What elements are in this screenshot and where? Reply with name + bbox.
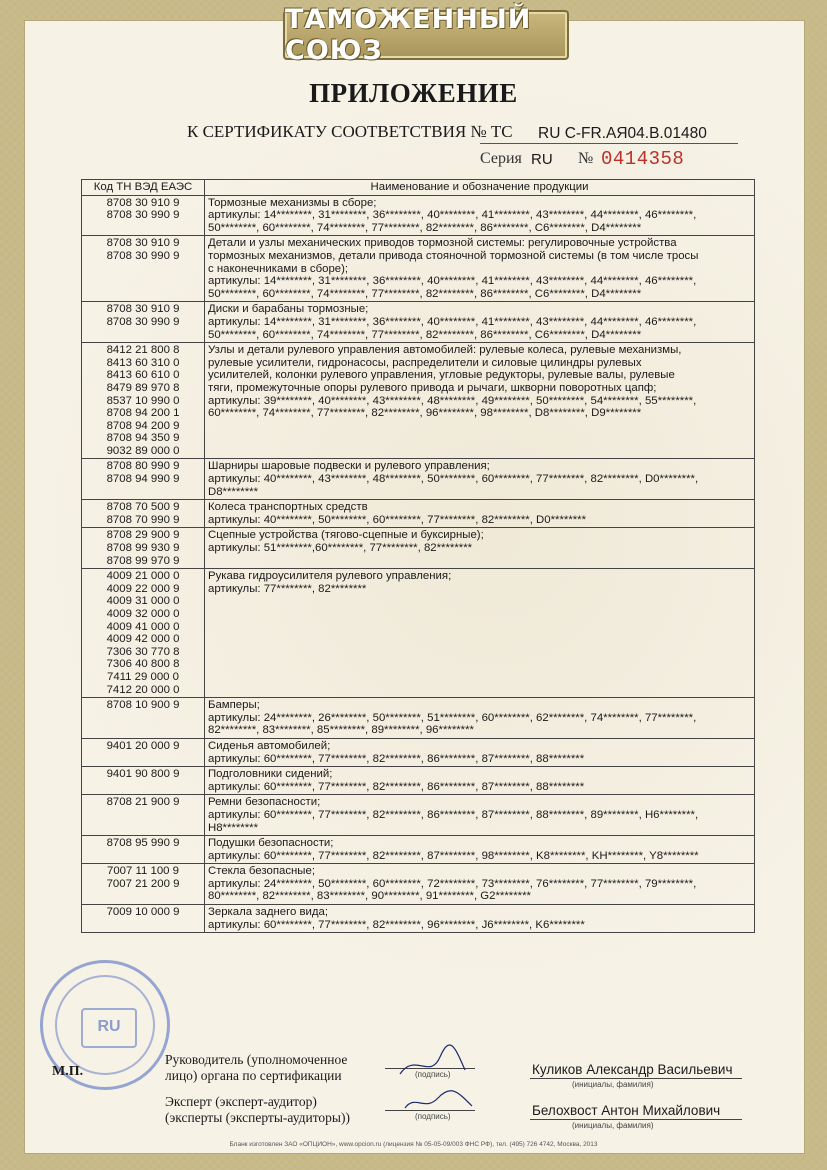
hs-code: 9401 90 800 9	[106, 768, 180, 781]
product-description-cell	[205, 500, 755, 528]
hs-code: 7306 30 770 8	[106, 645, 180, 658]
product-description-cell	[205, 302, 755, 343]
product-line: Ремни безопасности;	[208, 796, 321, 809]
hs-code-cell	[82, 795, 205, 836]
hs-code-cell	[82, 236, 205, 302]
product-line: 50********, 60********, 74********, 77********, 82********, 86********, C6********, D4********	[208, 287, 642, 300]
hs-code: 8708 94 200 9	[106, 419, 180, 432]
products-table	[81, 179, 755, 933]
column-header-code: Код ТН ВЭД ЕАЭС	[82, 180, 205, 196]
product-line: артикулы: 60********, 77********, 82********, 86********, 87********, 88********	[208, 780, 585, 793]
table-row	[82, 459, 755, 500]
product-description-cell	[205, 343, 755, 459]
expert-name: Белохвост Антон Михайлович	[532, 1103, 721, 1118]
hs-code: 8412 21 800 8	[106, 344, 180, 357]
products-table-body	[82, 195, 755, 933]
table-row	[82, 343, 755, 459]
product-description-cell	[205, 459, 755, 500]
hs-code: 4009 22 000 9	[106, 582, 180, 595]
product-line: артикулы: 14********, 31********, 36********, 40********, 41********, 43********, 44********, 46********,	[208, 315, 697, 328]
hs-code: 8708 30 910 9	[106, 303, 180, 316]
product-line: артикулы: 77********, 82********	[208, 582, 367, 595]
product-line: Диски и барабаны тормозные;	[208, 303, 369, 316]
product-line: 82********, 83********, 85********, 89********, 96********	[208, 724, 474, 737]
product-line: артикулы: 40********, 43********, 48********, 50********, 60********, 77********, 82********, D0********,	[208, 473, 699, 486]
hs-code-cell	[82, 302, 205, 343]
table-row	[82, 836, 755, 864]
product-line: артикулы: 60********, 77********, 82********, 87********, 98********, K8********, KH********, Y8********	[208, 849, 699, 862]
product-line: артикулы: 39********, 40********, 43********, 48********, 49********, 50********, 54********, 55********,	[208, 394, 697, 407]
table-row	[82, 236, 755, 302]
product-description-cell	[205, 905, 755, 933]
hs-code: 9032 89 000 0	[106, 444, 180, 457]
product-line: тормозных механизмов, детали привода стояночной тормозной системы (в том числе тросы	[208, 249, 699, 262]
hs-code: 4009 32 000 0	[106, 608, 180, 620]
hs-code: 7412 20 000 0	[106, 683, 180, 696]
product-description-cell	[205, 528, 755, 569]
expert-name-line	[530, 1119, 742, 1120]
product-description-cell	[205, 864, 755, 905]
hs-code-cell	[82, 195, 205, 236]
hs-code: 8708 30 910 9	[106, 237, 180, 250]
product-description-cell	[205, 236, 755, 302]
hs-code: 8708 70 990 9	[106, 513, 180, 526]
product-line: 80********, 82********, 83********, 90********, 91********, G2********	[208, 890, 531, 903]
product-line: 50********, 60********, 74********, 77********, 82********, 86********, C6********, D4********	[208, 221, 642, 234]
hs-code-cell	[82, 767, 205, 795]
hs-code: 7411 29 000 0	[107, 670, 179, 683]
head-name-line	[530, 1078, 742, 1079]
hs-code: 8708 30 990 9	[106, 209, 180, 222]
banner-text: ТАМОЖЕННЫЙ СОЮЗ	[285, 4, 532, 66]
hs-code: 7007 11 100 9	[107, 865, 179, 878]
hs-code: 8708 99 970 9	[106, 554, 180, 567]
product-line: Бамперы;	[208, 699, 260, 712]
hs-code: 7306 40 800 8	[106, 658, 180, 671]
hs-code: 8708 30 990 9	[106, 249, 180, 262]
expert-initials-caption: (инициалы, фамилия)	[572, 1121, 654, 1130]
table-row	[82, 569, 755, 698]
product-line: Рукава гидроусилителя рулевого управления;	[208, 570, 452, 583]
product-line: тяги, промежуточные опоры рулевого привода и рычаги, шкворни поворотных цапф;	[208, 381, 657, 394]
hs-code-cell	[82, 343, 205, 459]
product-line: D8********	[208, 485, 259, 498]
product-line: Подголовники сидений;	[208, 768, 333, 781]
form-number: 0414358	[601, 148, 685, 170]
hs-code: 9401 20 000 9	[106, 739, 180, 752]
hs-code-cell	[82, 698, 205, 739]
hs-code: 8479 89 970 8	[106, 381, 180, 394]
table-row	[82, 698, 755, 739]
product-line: Сцепные устройства (тягово-сцепные и буксирные);	[208, 529, 484, 542]
product-description-cell	[205, 569, 755, 698]
head-initials-caption: (инициалы, фамилия)	[572, 1080, 654, 1089]
product-description-cell	[205, 767, 755, 795]
page-title: ПРИЛОЖЕНИЕ	[309, 78, 518, 108]
product-line: Колеса транспортных средств	[208, 501, 368, 514]
product-line: H8********	[208, 821, 259, 834]
table-row	[82, 864, 755, 905]
table-row	[82, 195, 755, 236]
hs-code: 8413 60 310 0	[106, 356, 180, 369]
hs-code: 8708 30 990 9	[106, 315, 180, 328]
hs-code: 8708 30 910 9	[106, 196, 180, 209]
hs-code: 4009 42 000 0	[106, 633, 180, 646]
hs-code-cell	[82, 905, 205, 933]
hs-code: 8708 21 900 9	[106, 796, 180, 809]
product-line: Подушки безопасности;	[208, 837, 334, 850]
expert-sign-caption: (подпись)	[415, 1112, 451, 1121]
hs-code: 8413 60 610 0	[106, 369, 180, 382]
product-line: рулевые усилители, гидронасосы, распределители и силовые цилиндры рулевых	[208, 356, 642, 369]
number-label: №	[578, 150, 594, 167]
hs-code: 8708 94 990 9	[106, 473, 180, 486]
hs-code: 8708 94 200 1	[106, 407, 180, 420]
hs-code: 8708 94 350 9	[106, 432, 180, 445]
product-line: усилителей, колонки рулевого управления, угловые редукторы, рулевые валы, рулевые	[208, 369, 675, 382]
product-line: артикулы: 60********, 77********, 82********, 86********, 87********, 88********, 89********, H6********,	[208, 808, 699, 821]
product-line: артикулы: 14********, 31********, 36********, 40********, 41********, 43********, 44********, 46********,	[208, 209, 697, 222]
hs-code: 4009 41 000 0	[106, 620, 180, 633]
hs-code: 7009 10 000 9	[106, 906, 180, 919]
table-row	[82, 905, 755, 933]
product-description-cell	[205, 698, 755, 739]
table-row	[82, 500, 755, 528]
table-row	[82, 738, 755, 766]
product-line: артикулы: 51********,60********, 77********, 82********	[208, 542, 473, 555]
product-description-cell	[205, 195, 755, 236]
product-line: Детали и узлы механических приводов тормозной системы: регулировочные устройства	[208, 237, 677, 250]
series-label: Серия	[480, 150, 522, 167]
hs-code: 8708 29 900 9	[106, 529, 180, 542]
hs-code-cell	[82, 459, 205, 500]
product-line: артикулы: 40********, 50********, 60********, 77********, 82********, D0********	[208, 513, 587, 526]
certificate-subtitle: К СЕРТИФИКАТУ СООТВЕТСТВИЯ № ТС	[187, 122, 513, 141]
hs-code: 8708 70 500 9	[106, 501, 180, 514]
hs-code: 8708 95 990 9	[106, 837, 180, 850]
seal-place-label: М.П.	[52, 1064, 84, 1079]
product-line: Сиденья автомобилей;	[208, 739, 331, 752]
series-value: RU	[531, 151, 553, 168]
column-header-name: Наименование и обозначение продукции	[205, 180, 755, 196]
hs-code: 8708 10 900 9	[106, 699, 180, 712]
product-line: артикулы: 24********, 50********, 60********, 72********, 73********, 76********, 77********, 79********,	[208, 877, 697, 890]
product-line: с наконечниками в сборе);	[208, 262, 349, 275]
hs-code: 8708 99 930 9	[106, 542, 180, 555]
product-description-cell	[205, 738, 755, 766]
table-row	[82, 795, 755, 836]
product-line: 60********, 74********, 77********, 82********, 96********, 98********, D8********, D9********	[208, 407, 642, 420]
hs-code: 8708 80 990 9	[106, 460, 180, 473]
expert-label: Эксперт (эксперт-аудитор) (эксперты (эксперты-аудиторы))	[165, 1094, 350, 1125]
head-label: Руководитель (уполномоченное лицо) органа по сертификации	[165, 1052, 348, 1083]
product-line: Зеркала заднего вида;	[208, 906, 329, 919]
table-row	[82, 767, 755, 795]
product-description-cell	[205, 836, 755, 864]
hs-code-cell	[82, 738, 205, 766]
hs-code-cell	[82, 528, 205, 569]
product-line: артикулы: 14********, 31********, 36********, 40********, 41********, 43********, 44********, 46********,	[208, 275, 697, 288]
product-line: артикулы: 24********, 26********, 50********, 51********, 60********, 62********, 74********, 77********,	[208, 711, 697, 724]
product-line: артикулы: 60********, 77********, 82********, 86********, 87********, 88********	[208, 752, 585, 765]
head-name: Куликов Александр Васильевич	[532, 1062, 733, 1077]
product-line: 50********, 60********, 74********, 77********, 82********, 86********, C6********, D4********	[208, 328, 642, 341]
form-footer: Бланк изготовлен ЗАО «ОПЦИОН», www.opcion.ru (лицензия № 05-05-09/003 ФНС РФ), тел. (495) 726 4742, Москва, 2013	[229, 1141, 598, 1148]
hs-code: 4009 21 000 0	[106, 570, 180, 583]
hs-code-cell	[82, 569, 205, 698]
product-line: Шарниры шаровые подвески и рулевого управления;	[208, 460, 490, 473]
customs-union-banner	[283, 4, 569, 66]
hs-code: 4009 31 000 0	[106, 595, 180, 608]
hs-code-cell	[82, 836, 205, 864]
product-line: Стекла безопасные;	[208, 865, 315, 878]
stamp-mark: RU	[81, 1008, 137, 1048]
product-line: артикулы: 60********, 77********, 82********, 96********, J6********, K6********	[208, 918, 585, 931]
hs-code-cell	[82, 864, 205, 905]
hs-code-cell	[82, 500, 205, 528]
hs-code: 8537 10 990 0	[106, 394, 180, 407]
product-line: Тормозные механизмы в сборе;	[208, 196, 377, 209]
table-row	[82, 302, 755, 343]
table-row	[82, 528, 755, 569]
head-sign-caption: (подпись)	[415, 1070, 451, 1079]
certificate-number: RU C-FR.АЯ04.В.01480	[480, 125, 738, 144]
product-description-cell	[205, 795, 755, 836]
hs-code: 7007 21 200 9	[106, 877, 180, 890]
product-line: Узлы и детали рулевого управления автомобилей: рулевые колеса, рулевые механизмы,	[208, 344, 682, 357]
